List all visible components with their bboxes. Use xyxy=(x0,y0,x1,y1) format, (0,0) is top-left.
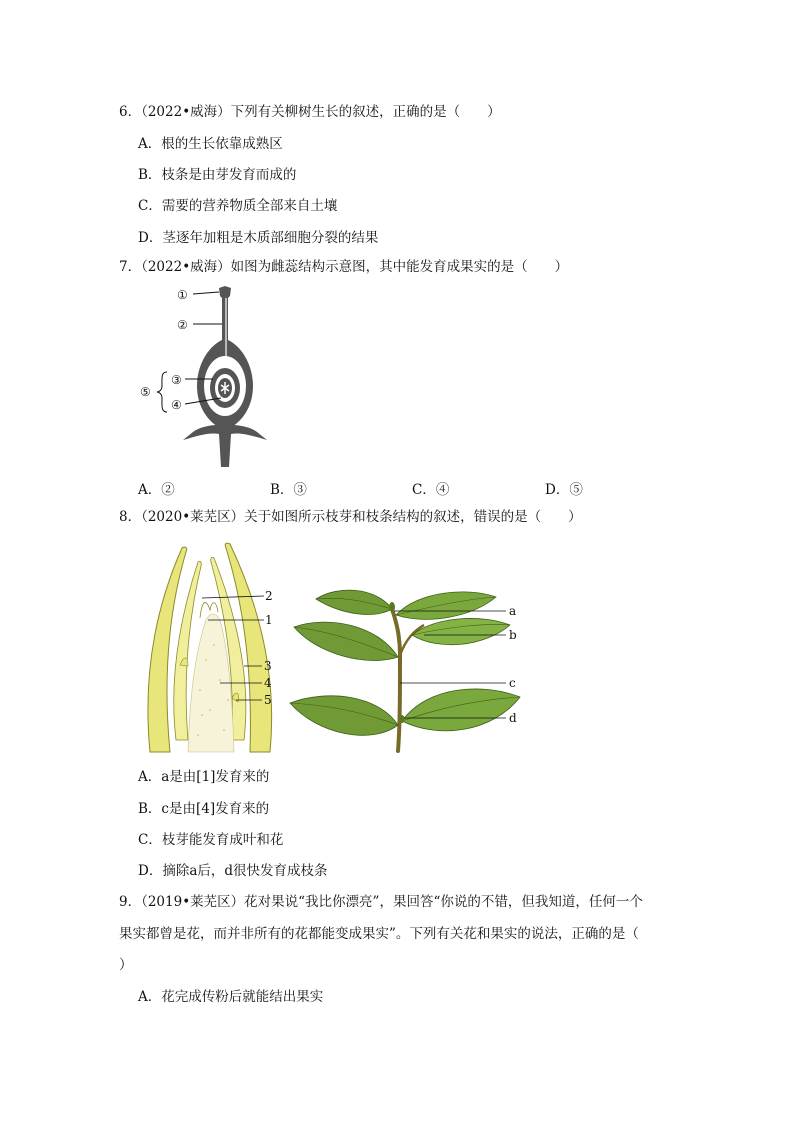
question-7-options xyxy=(0,478,794,498)
question-8-stem: 8．（2020•莱芜区）关于如图所示枝芽和枝条结构的叙述，错误的是（ ） xyxy=(119,509,582,525)
axillary-bud xyxy=(400,715,405,723)
question-9-stem-line1: 9．（2019•莱芜区）花对果说“我比你漂亮”，果回答“你说的不错，但我知道，任何一个 xyxy=(119,894,643,910)
question-7-option-a: A．② xyxy=(138,482,175,498)
question-6-option-b: B．枝条是由芽发育而成的 xyxy=(138,167,297,183)
leader-bud-2 xyxy=(202,596,264,598)
twig-label-b: b xyxy=(509,628,517,642)
label-1: ① xyxy=(177,288,188,302)
leaf-mid-left xyxy=(294,622,398,660)
question-8-option-c: C．枝芽能发育成叶和花 xyxy=(138,832,284,848)
twig-leaves xyxy=(290,590,520,735)
leaf-mid-right xyxy=(412,618,510,644)
question-8-option-d: D．摘除a后，d很快发育成枝条 xyxy=(138,863,328,879)
question-9-stem-line2: 果实都曾是花，而并非所有的花都能变成果实”。下列有关花和果实的说法，正确的是（ xyxy=(119,926,639,942)
label-4: ④ xyxy=(171,398,182,412)
leader-1 xyxy=(193,292,219,294)
leaf-bottom-left xyxy=(290,696,398,736)
question-6-stem: 6．（2022•威海）下列有关柳树生长的叙述，正确的是（ ） xyxy=(119,104,501,120)
twig-label-c: c xyxy=(509,676,516,690)
question-9-stem-line3: ） xyxy=(119,957,133,973)
twig-stem xyxy=(392,609,400,751)
question-8-option-a: A．a是由[1]发育来的 xyxy=(138,769,270,785)
bud-label-3: 3 xyxy=(264,659,272,673)
label-3: ③ xyxy=(171,373,182,387)
question-7-option-b: B．③ xyxy=(270,482,307,498)
leaf-bottom-right xyxy=(402,689,520,731)
terminal-bud xyxy=(389,602,395,612)
brace-5 xyxy=(157,372,167,412)
label-5: ⑤ xyxy=(140,385,151,399)
bud-label-1: 1 xyxy=(265,613,273,627)
question-6-option-a: A．根的生长依靠成熟区 xyxy=(138,136,283,152)
question-9-option-a: A．花完成传粉后就能结出果实 xyxy=(138,989,324,1005)
leaf-top-left xyxy=(316,590,392,614)
twig-label-d: d xyxy=(509,711,517,725)
label-2: ② xyxy=(177,318,188,332)
question-6-option-d: D．茎逐年加粗是木质部细胞分裂的结果 xyxy=(138,230,379,246)
question-7-stem: 7．（2022•威海）如图为雌蕊结构示意图，其中能发育成果实的是（ ） xyxy=(119,259,569,275)
bud-label-5: 5 xyxy=(264,693,272,707)
twig-label-a: a xyxy=(509,604,517,618)
bud-label-4: 4 xyxy=(264,676,272,690)
leaf-top-right xyxy=(396,592,496,619)
pistil-diagram xyxy=(135,282,285,467)
question-7-option-d: D．⑤ xyxy=(545,482,583,498)
question-6-option-c: C．需要的营养物质全部来自土壤 xyxy=(138,198,338,214)
pistil-receptacle xyxy=(183,425,267,468)
twig-diagram xyxy=(288,585,528,755)
bud-diagram xyxy=(140,540,280,755)
question-8-option-b: B．c是由[4]发育来的 xyxy=(138,801,270,817)
question-7-option-c: C．④ xyxy=(412,482,450,498)
bud-label-2: 2 xyxy=(265,589,273,603)
